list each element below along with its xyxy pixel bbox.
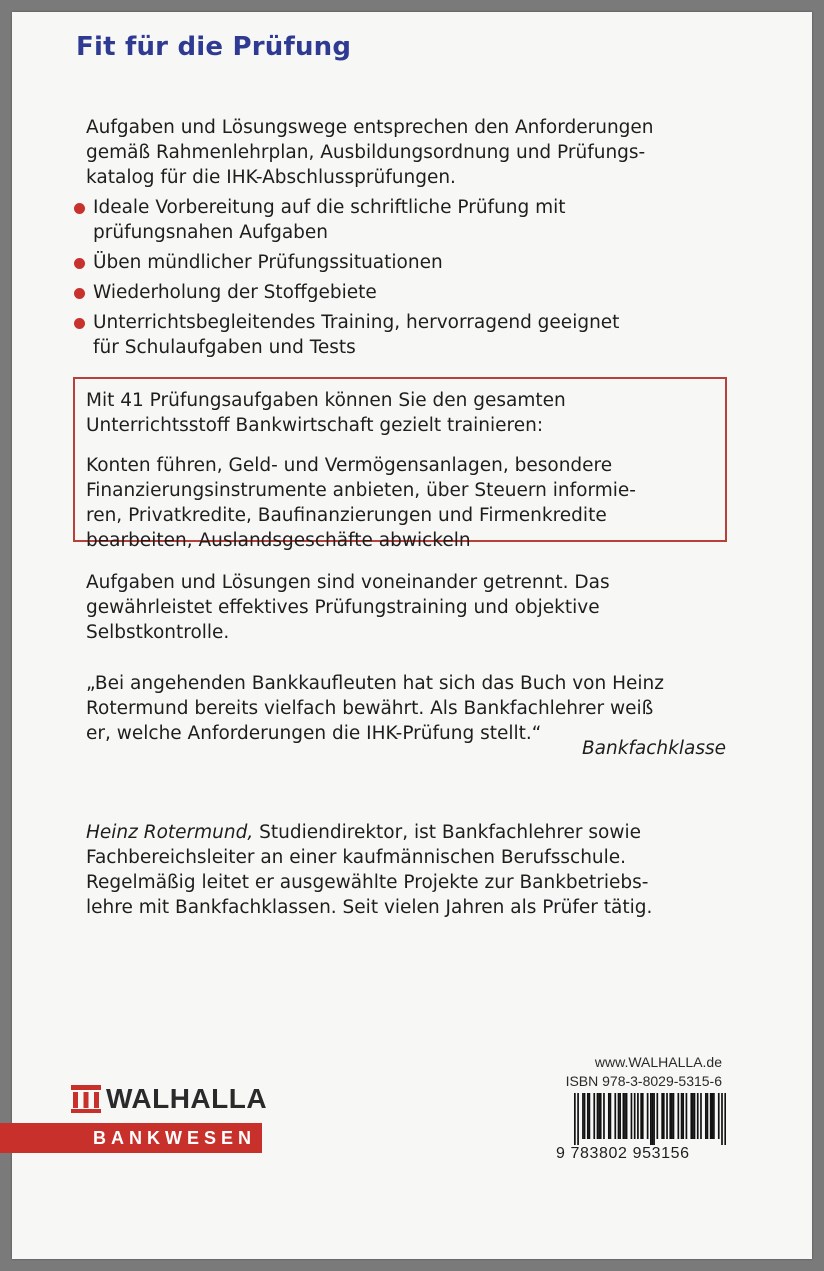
barcode-bar [603, 1093, 605, 1139]
publisher-logo [71, 1083, 267, 1115]
box-topic-line: bearbeiten, Auslandsgeschäfte abwickeln [86, 530, 471, 551]
quote-line: „Bei angehenden Bankkaufleuten hat sich das Buch von Heinz [86, 673, 664, 694]
highlight-box [73, 377, 727, 551]
temple-icon [71, 1085, 101, 1113]
barcode-bar [600, 1093, 602, 1139]
author-bio-text: Studiendirektor, ist Bankfachlehrer sowie [253, 822, 642, 843]
barcode-bar [700, 1093, 702, 1139]
barcode-number: 9 783802 953156 [556, 1145, 690, 1162]
barcode-bar [647, 1093, 649, 1139]
intro-line: Aufgaben und Lösungswege entsprechen den Anforderungen [86, 117, 654, 138]
separation-paragraph [86, 570, 746, 645]
barcode-bar [652, 1093, 654, 1145]
bullet-dot-icon [74, 258, 85, 269]
barcode-bar [593, 1093, 595, 1139]
barcode-bar [724, 1093, 726, 1145]
barcode-bar [624, 1093, 626, 1139]
barcode-bar [710, 1093, 712, 1139]
barcode-bar [653, 1093, 655, 1145]
barcode-bar [666, 1093, 668, 1139]
barcode-bar [713, 1093, 715, 1139]
author-bio-line [86, 820, 766, 845]
barcode-bar [574, 1093, 576, 1145]
quote-source: Bankfachklasse [581, 738, 726, 759]
list-item-line: Ideale Vorbereitung auf die schriftliche Prüfung mit [93, 197, 566, 218]
barcode-bar [640, 1093, 642, 1139]
box-topics [86, 453, 726, 553]
barcode-bar [656, 1093, 658, 1139]
box-topic-line: Finanzierungsinstrumente anbieten, über Steuern informie- [86, 480, 636, 501]
box-lead-line: Mit 41 Prüfungsaufgaben können Sie den gesamten [86, 390, 566, 411]
bullet-dot-icon [74, 203, 85, 214]
barcode-bar [619, 1093, 621, 1139]
intro-line: gemäß Rahmenlehrplan, Ausbildungsordnung und Prüfungs- [86, 142, 646, 163]
barcode-bar [634, 1093, 636, 1139]
barcode-bar [663, 1093, 665, 1139]
intro-paragraph [86, 115, 746, 190]
barcode-bar [608, 1093, 610, 1139]
author-bio-line: lehre mit Bankfachklassen. Seit vielen Jahren als Prüfer tätig. [86, 897, 653, 918]
barcode-bar [669, 1093, 671, 1139]
list-item-line: für Schulaufgaben und Tests [93, 337, 356, 358]
barcode-bar [707, 1093, 709, 1139]
barcode-bar [642, 1093, 644, 1139]
list-item-line: prüfungsnahen Aufgaben [93, 222, 329, 243]
list-item [74, 250, 754, 275]
barcode-bar [692, 1093, 694, 1139]
barcode-bar [677, 1093, 679, 1139]
barcode-bar [694, 1093, 696, 1139]
intro-line: katalog für die IHK-Abschlussprüfungen. [86, 167, 456, 188]
separation-line: Aufgaben und Lösungen sind voneinander getrennt. Das [86, 572, 610, 593]
list-item [74, 195, 754, 245]
barcode-bar [637, 1093, 639, 1139]
barcode-bar [614, 1093, 616, 1139]
barcode-bar [577, 1093, 579, 1145]
barcode-bar [705, 1093, 707, 1139]
quote-paragraph [86, 671, 746, 746]
publisher-name: WALHALLA [106, 1083, 268, 1114]
barcode-bar [681, 1093, 683, 1139]
bullet-dot-icon [74, 288, 85, 299]
barcode-bar [582, 1093, 584, 1139]
barcode-bar [650, 1093, 652, 1145]
page-title: Fit für die Prüfung [76, 32, 352, 62]
barcode-bar [661, 1093, 663, 1139]
isbn-label: ISBN 978-3-8029-5315-6 [565, 1073, 722, 1089]
barcode-bar [598, 1093, 600, 1139]
box-topic-line: Konten führen, Geld- und Vermögensanlagen, besondere [86, 455, 613, 476]
barcode-bar [584, 1093, 586, 1139]
imprint-banner: BANKWESEN [0, 1123, 262, 1153]
barcode-bar [618, 1093, 620, 1139]
box-topic-line: ren, Privatkredite, Baufinanzierungen und Firmenkredite [86, 505, 607, 526]
list-item [74, 280, 754, 305]
quote-line: Rotermund bereits vielfach bewährt. Als Bankfachlehrer weiß [86, 698, 654, 719]
list-item-line: Wiederholung der Stoffgebiete [93, 282, 377, 303]
feature-list [74, 195, 754, 365]
box-lead-line: Unterrichtsstoff Bankwirtschaft gezielt trainieren: [86, 415, 544, 436]
barcode-bar [682, 1093, 684, 1139]
barcode-bar [626, 1093, 628, 1139]
barcode-bar [587, 1093, 589, 1139]
publisher-url: www.WALHALLA.de [594, 1054, 722, 1070]
barcode-bar [690, 1093, 692, 1139]
barcode-bar [631, 1093, 633, 1139]
list-item-line: Unterrichtsbegleitendes Training, hervorragend geeignet [93, 312, 620, 333]
barcode-bar [597, 1093, 599, 1139]
author-name: Heinz Rotermund, [86, 822, 254, 843]
box-lead [86, 388, 726, 438]
barcode-bar [711, 1093, 713, 1139]
list-item [74, 310, 754, 360]
barcode-bar [589, 1093, 591, 1139]
author-bio-line: Fachbereichsleiter an einer kaufmännischen Berufsschule. [86, 847, 627, 868]
barcode-bar [697, 1093, 699, 1139]
barcode-bar [721, 1093, 723, 1145]
author-bio [86, 820, 766, 920]
barcode-bar [671, 1093, 673, 1139]
bullet-dot-icon [74, 318, 85, 329]
quote-line: er, welche Anforderungen die IHK-Prüfung stellt.“ [86, 723, 542, 744]
barcode-bar [610, 1093, 612, 1139]
barcode-bar [623, 1093, 625, 1139]
list-item-line: Üben mündlicher Prüfungssituationen [93, 252, 443, 273]
barcode-bar [718, 1093, 720, 1139]
separation-line: Selbstkontrolle. [86, 622, 230, 643]
separation-line: gewährleistet effektives Prüfungstraining und objektive [86, 597, 600, 618]
author-bio-line: Regelmäßig leitet er ausgewählte Projekte zur Bankbetriebs- [86, 872, 649, 893]
barcode [574, 1093, 726, 1145]
barcode-bar [686, 1093, 688, 1139]
barcode-bar [673, 1093, 675, 1139]
